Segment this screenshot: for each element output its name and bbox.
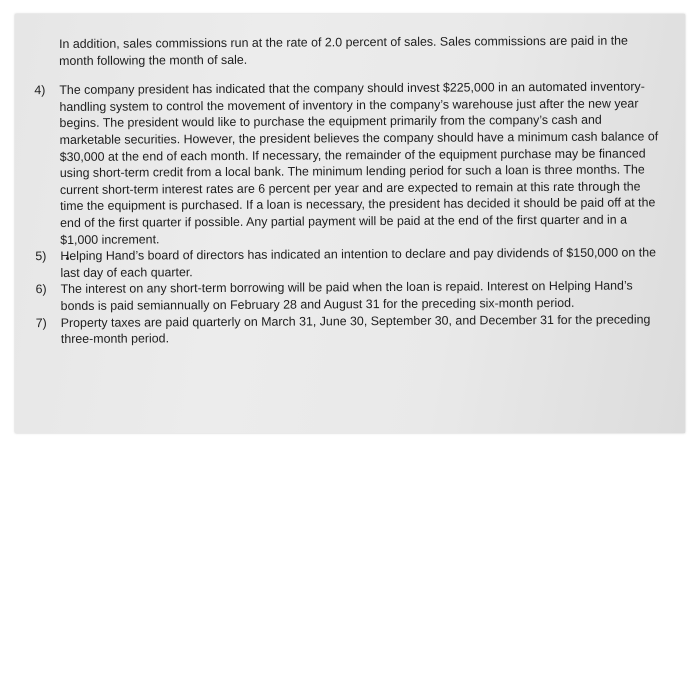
- item-number: 6): [35, 282, 47, 297]
- item-text: The interest on any short-term borrowing will be paid when the loan is repaid. Interest on Helping Hand’s bonds is paid semiannually on February 28 and August 31 for the preceding six-month period.: [60, 278, 633, 313]
- intro-paragraph: In addition, sales commissions run at the rate of 2.0 percent of sales. Sales commissions are paid in the month following the month of sale.: [59, 33, 628, 68]
- list-item: [35, 244, 666, 281]
- item-number: 5): [35, 249, 47, 264]
- item-text: Property taxes are paid quarterly on March 31, June 30, September 30, and December 31 for the preceding three-month period.: [60, 311, 651, 347]
- document-photo: [15, 14, 685, 433]
- item-text: Helping Hand’s board of directors has indicated an intention to declare and pay dividends of $150,000 on the last day of each quarter.: [60, 245, 657, 280]
- list-item: [34, 78, 666, 248]
- numbered-list: [34, 78, 667, 347]
- document-text: [34, 32, 667, 347]
- list-item: [35, 311, 667, 348]
- item-text: The company president has indicated that the company should invest $225,000 in an automated inventory-handling system to control the movement of inventory in the company’s warehouse just after the new year begins. The president would like to purchase the equipment primarily from the company’s cash and marketable securities. However, the president believes the company should have a minimum cash balance of $30,000 at the end of each month. If necessary, the remainder of the equipment purchase may be financed using short-term credit from a local bank. The minimum lending period for such a loan is three months. The current short-term interest rates are 6 percent per year and are expected to remain at this rate through the time the equipment is purchased. If a loan is necessary, the president has decided it should be paid off at the end of the first quarter if possible. Any partial payment will be paid at the end of the first quarter and in a $1,000 increment.: [59, 79, 659, 247]
- list-item: [35, 278, 666, 315]
- item-number: 7): [35, 315, 47, 330]
- item-number: 4): [34, 83, 46, 98]
